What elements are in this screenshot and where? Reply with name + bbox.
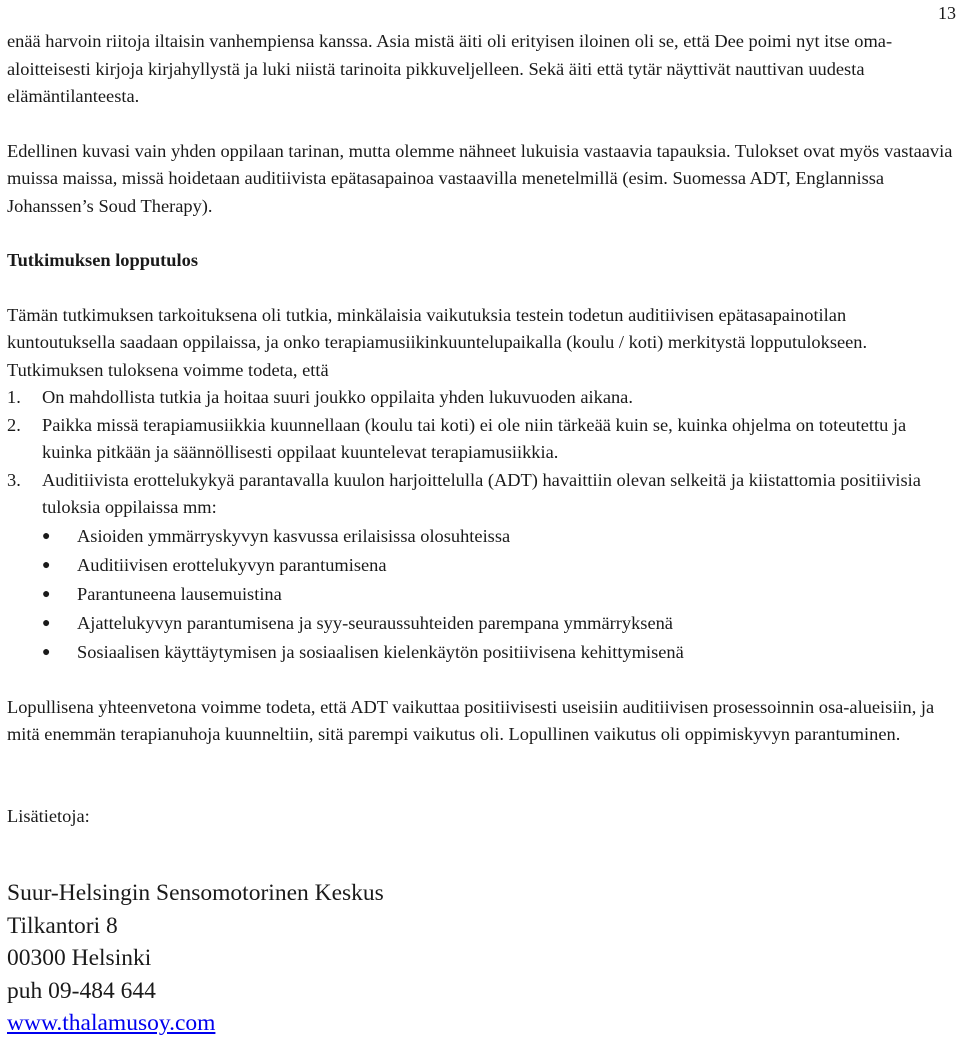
list-item-text: Ajattelukyvyn parantumisena ja syy-seuraussuhteiden parempana ymmärryksenä (77, 612, 673, 633)
paragraph-spacer (7, 776, 953, 803)
list-item-text: Auditiivisen erottelukyvyn parantumisena (77, 554, 387, 575)
bullet-icon: ● (42, 557, 51, 573)
paragraph-spacer (7, 220, 953, 247)
contact-street: Tilkantori 8 (7, 912, 118, 939)
section-intro-paragraph: Tämän tutkimuksen tarkoituksena oli tutkia, minkälaisia vaikutuksia testein todetun auditiivisen epätasapainotilan kuntoutuksella saadaan oppilaissa, ja onko terapiamusiikinkuuntelupaikalla (koulu / koti) merkitystä lopputulokseen. Tutkimuksen tuloksena voimme todeta, että (7, 304, 868, 380)
list-item (42, 522, 953, 551)
contact-block (7, 877, 953, 1040)
document-body (7, 28, 953, 830)
list-item (42, 551, 953, 580)
list-item (42, 638, 953, 667)
contact-phone: puh 09-484 644 (7, 977, 156, 1004)
bullet-icon: ● (42, 586, 51, 602)
website-link[interactable]: www.thalamusoy.com (7, 1010, 216, 1036)
contact-postal: 00300 Helsinki (7, 945, 152, 971)
list-item-text: Parantuneena lausemuistina (77, 583, 282, 604)
item-text: On mahdollista tutkia ja hoitaa suuri joukko oppilaita yhden lukuvuoden aikana. (42, 387, 633, 407)
page-number: 13 (938, 3, 956, 23)
paragraph-spacer (7, 667, 953, 694)
contact-organization: Suur-Helsingin Sensomotorinen Keskus (7, 880, 384, 906)
more-info-label: Lisätietoja: (7, 805, 90, 826)
paragraph-spacer (7, 749, 953, 776)
list-item (42, 580, 953, 609)
item-number: 2. (7, 414, 21, 435)
bullet-icon: ● (42, 528, 51, 544)
list-item (42, 609, 953, 638)
section-heading: Tutkimuksen lopputulos (7, 250, 198, 270)
intro-paragraph: enää harvoin riitoja iltaisin vanhempiensa kanssa. Asia mistä äiti oli erityisen iloinen oli se, että Dee poimi nyt itse oma-aloitteisesti kirjoja kirjahyllystä ja luki niistä tarinoita pikkuveljelleen. Sekä äiti että tytär näyttivät nauttivan uudesta elämäntilanteesta. (7, 31, 893, 106)
bullet-icon: ● (42, 615, 51, 631)
previous-paragraph: Edellinen kuvasi vain yhden oppilaan tarinan, mutta olemme nähneet lukuisia vastaavia tapauksia. Tulokset ovat myös vastaavia muissa maissa, missä hoidetaan auditiivista epätasapainoa vastaavilla menetelmillä (esim. Suomessa ADT, Englannissa Johanssen’s Soud Therapy). (7, 140, 953, 216)
numbered-item (7, 467, 953, 522)
bullet-list (7, 522, 953, 667)
numbered-item (7, 412, 953, 467)
list-item-text: Asioiden ymmärryskyvyn kasvussa erilaisissa olosuhteissa (77, 525, 511, 546)
paragraph-spacer (7, 111, 953, 138)
conclusion-paragraph: Lopullisena yhteenvetona voimme todeta, että ADT vaikuttaa positiivisesti useisiin auditiivisen prosessoinnin osa-alueisiin, ja mitä enemmän terapianuhoja kuunneltiin, sitä parempi vaikutus oli. Lopullinen vaikutus oli oppimiskyvyn parantuminen. (7, 696, 935, 744)
bullet-icon: ● (42, 644, 51, 660)
item-number: 1. (7, 387, 21, 407)
list-item-text: Sosiaalisen käyttäytymisen ja sosiaalisen kielenkäytön positiivisena kehittymisenä (77, 641, 684, 662)
item-number: 3. (7, 469, 21, 490)
item-text: Paikka missä terapiamusiikkia kuunnellaan (koulu tai koti) ei ole niin tärkeää kuin se, kuinka ohjelma on toteutettu ja kuinka pitkään ja säännöllisesti oppilaat kuuntelevat terapiamusiikkia. (42, 414, 907, 462)
paragraph-spacer (7, 275, 953, 302)
item-text: Auditiivista erottelukykyä parantavalla kuulon harjoittelulla (ADT) havaittiin olevan selkeitä ja kiistattomia positiivisia tuloksia oppilaissa mm: (42, 469, 921, 517)
numbered-item (7, 384, 953, 412)
